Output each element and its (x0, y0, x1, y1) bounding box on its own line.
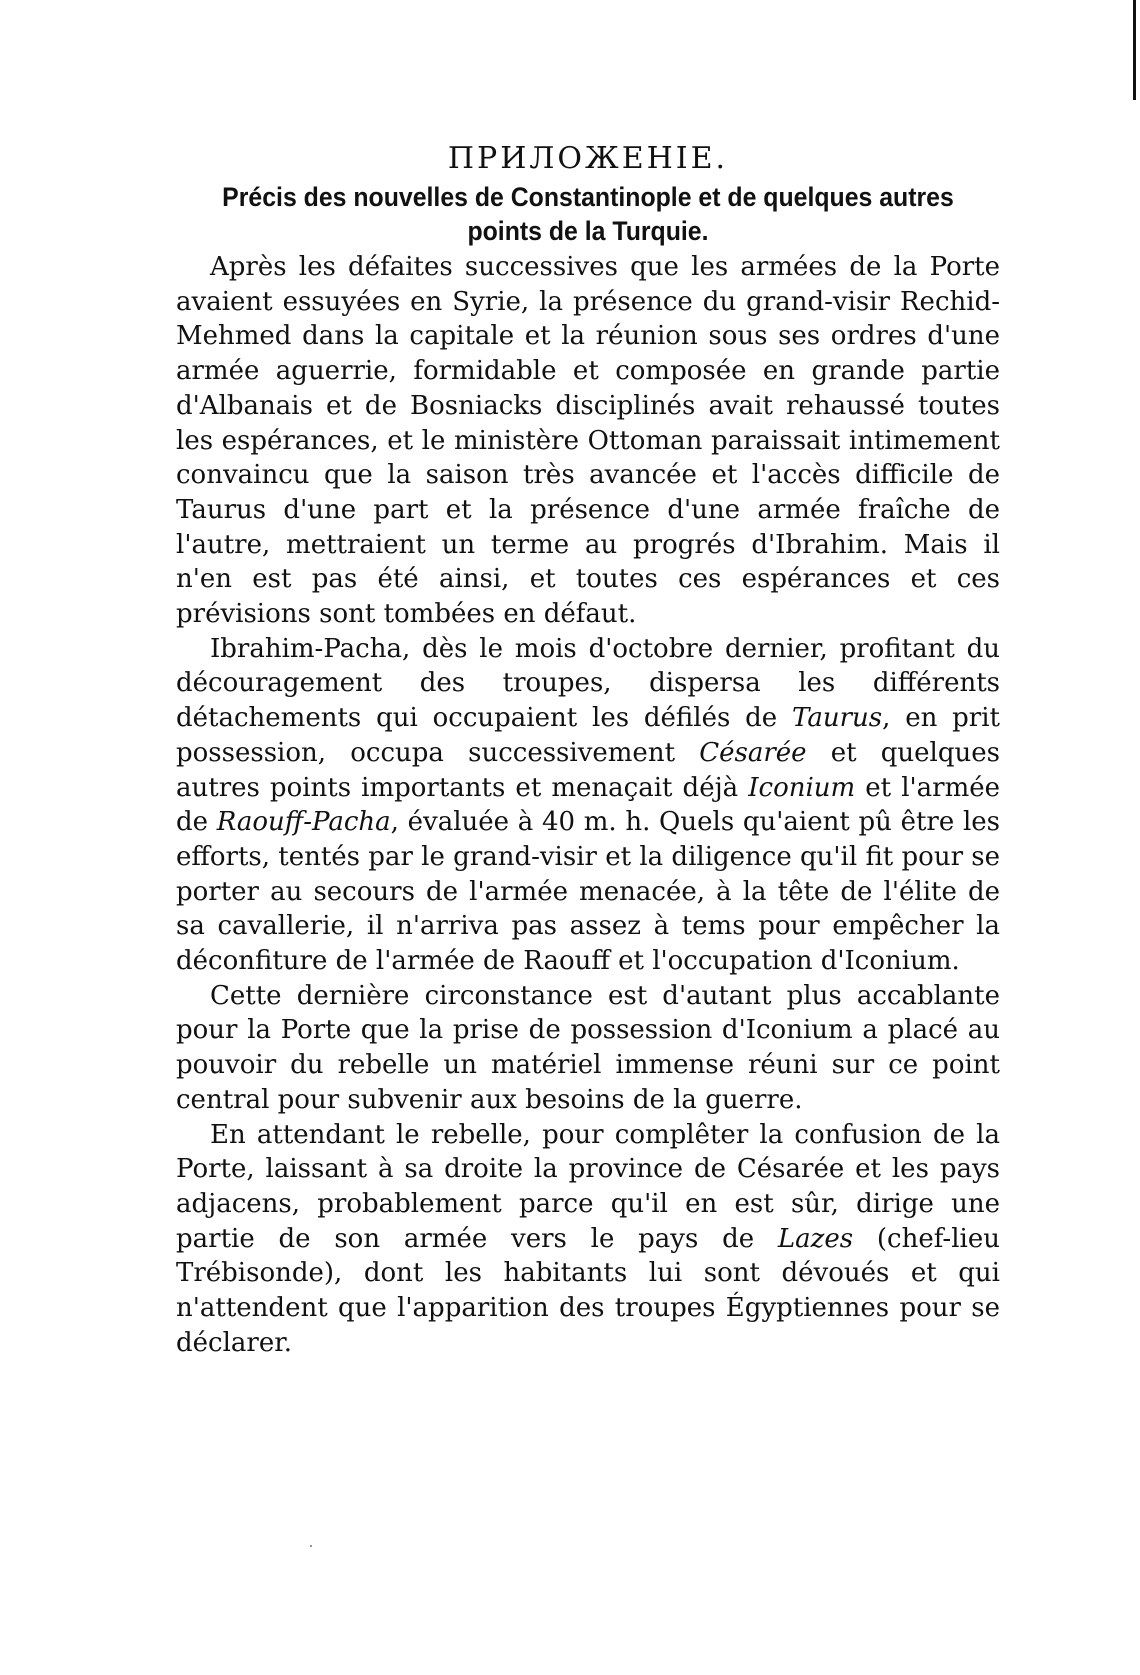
italic-place-name: Raouff-Pacha (216, 807, 391, 838)
italic-place-name: Lazes (777, 1223, 854, 1254)
page-edge-line (1133, 0, 1136, 100)
paragraph-text: Après les défaites successives que les armées de la Porte avaient essuyées en Syrie, la présence du grand-visir Rechid-Mehmed dans la capitale et la réunion sous ses ordres d'une armée aguerrie, formidable et composée en grande partie d'Albanais et de Bosniacks disciplinés avait rehaussé toutes les espérances, et le ministère Ottoman paraissait intimement convaincu que la saison très avancée et l'accès difficile de Taurus d'une part et la présence d'une armée fraîche de l'autre, mettraient un terme au progrés d'Ibrahim. Mais il n'en est pas été ainsi, et toutes ces espérances et ces prévisions sont tombées en défaut. (176, 252, 1000, 630)
paragraph-text: , en prit possession, occupa successivement (176, 703, 1000, 768)
body-paragraph (176, 250, 1000, 632)
paragraph-text: En attendant le rebelle, pour complêter la confusion de la Porte, laissant à sa droite la province de Césarée et les pays adjacens, probablement parce qu'il en est sûr, dirige une partie de son armée vers le pays de (176, 1119, 1000, 1254)
paragraph-text: et quelques autres points importants et menaçait déjà (176, 737, 1000, 803)
paragraph-text: et l'armée de (176, 772, 1001, 838)
paragraph-text: , évaluée à 40 m. h. Quels qu'aient pû être les efforts, tentés par le grand-visir et la diligence qu'il fit pour se porter au secours de l'armée menacée, à la tête de l'élite de sa cavallerie, il n'arriva pas assez à tems pour empêcher la déconfiture de l'armée de Raouff et l'occupation d'Iconium. (176, 807, 1000, 977)
page-heading: ПРИЛОЖЕНІЕ. (447, 141, 729, 176)
page-text (176, 138, 1000, 1361)
paragraph-text: (chef-lieu Trébisonde), dont les habitants lui sont dévoués et qui n'attendent que l'apparition des troupes Égyptiennes pour se déclarer. (176, 1223, 1000, 1358)
paragraph-text: Cette dernière circonstance est d'autant plus accablante pour la Porte que la prise de possession d'Iconium a placé au pouvoir du rebelle un matériel immense réuni sur ce point central pour subvenir aux besoins de la guerre. (176, 980, 1000, 1115)
italic-place-name: Taurus (792, 703, 883, 734)
page-subtitle: Précis des nouvelles de Constantinople et de quelques autres points de la Turquie. (222, 182, 954, 246)
paragraph-text: Ibrahim-Pacha, dès le mois d'octobre dernier, profitant du découragement des troupes, dispersa les différents détachements qui occupaient les défilés de (176, 633, 1000, 734)
paper-speck (310, 1545, 312, 1547)
body-paragraphs (176, 250, 1000, 1361)
italic-place-name: Iconium (748, 772, 856, 803)
body-paragraph (176, 632, 1000, 979)
body-paragraph (176, 1118, 1000, 1361)
body-paragraph (176, 979, 1000, 1118)
italic-place-name: Césarée (699, 737, 807, 768)
